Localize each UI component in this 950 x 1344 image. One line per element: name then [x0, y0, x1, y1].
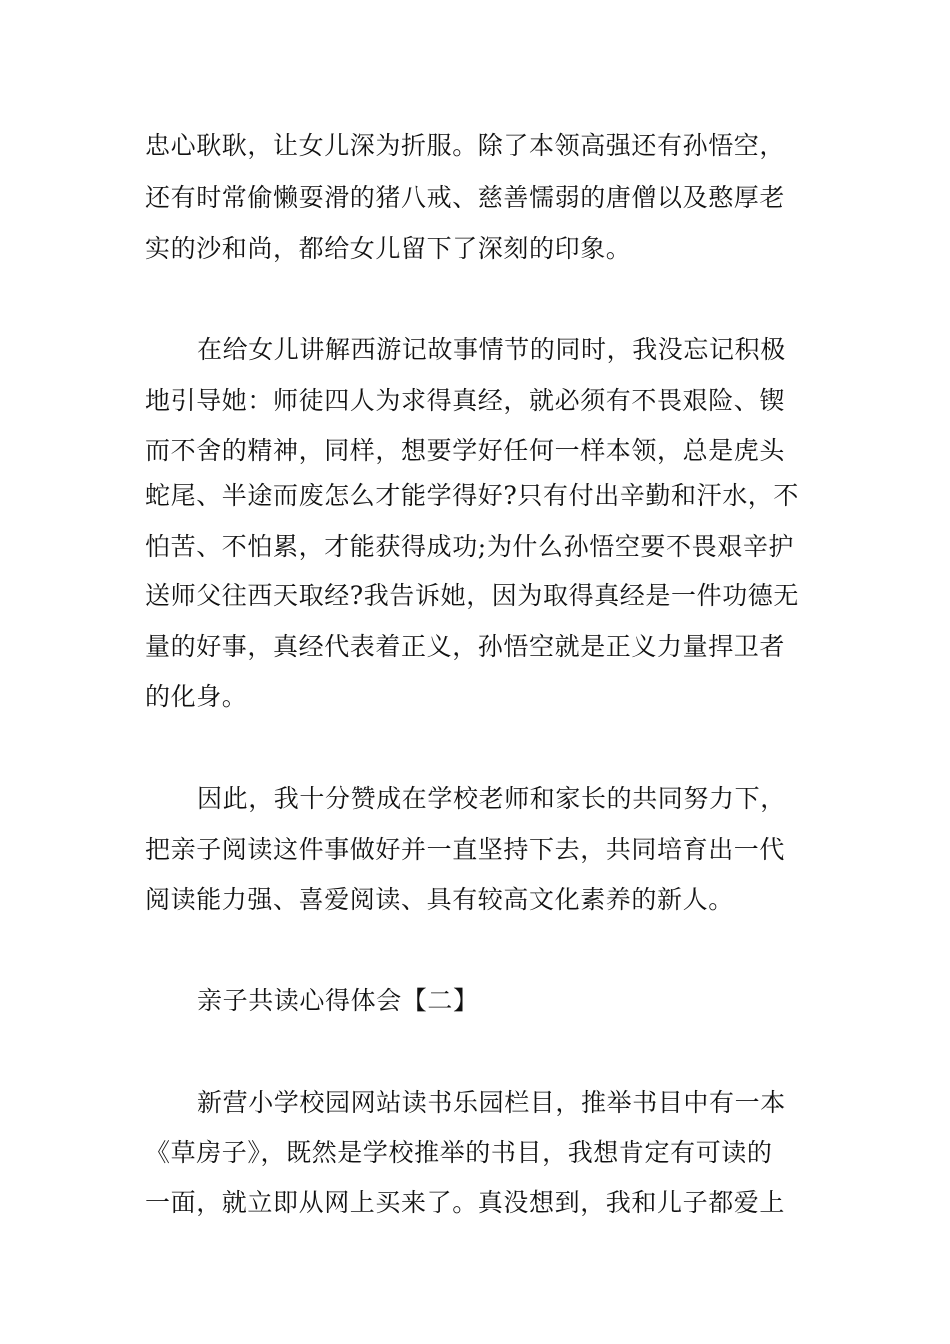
- paragraph-2-line-6: 送师父往西天取经?我告诉她，因为取得真经是一件功德无: [145, 581, 800, 610]
- paragraph-2-line-3: 而不舍的精神，同样，想要学好任何一样本领，总是虎头: [145, 436, 786, 465]
- paragraph-4-line-2: 《草房子》，既然是学校推举的书目，我想肯定有可读的: [145, 1138, 773, 1167]
- paragraph-1-line-2: 还有时常偷懒耍滑的猪八戒、慈善懦弱的唐僧以及憨厚老: [145, 183, 786, 212]
- paragraph-2-line-5: 怕苦、不怕累，才能获得成功;为什么孙悟空要不畏艰辛护: [145, 532, 795, 561]
- paragraph-3-line-1: 因此，我十分赞成在学校老师和家长的共同努力下，: [197, 784, 786, 813]
- paragraph-1-line-3: 实的沙和尚，都给女儿留下了深刻的印象。: [145, 234, 632, 263]
- paragraph-2-line-1: 在给女儿讲解西游记故事情节的同时，我没忘记积极: [197, 335, 786, 364]
- paragraph-2-line-4: 蛇尾、半途而废怎么才能学得好?只有付出辛勤和汗水，不: [145, 481, 800, 510]
- section-heading: 亲子共读心得体会【二】: [197, 986, 479, 1015]
- paragraph-4-line-3: 一面，就立即从网上买来了。真没想到，我和儿子都爱上: [145, 1188, 786, 1217]
- paragraph-2-line-2: 地引导她：师徒四人为求得真经，就必须有不畏艰险、锲: [145, 386, 786, 415]
- paragraph-2-line-7: 量的好事，真经代表着正义，孙悟空就是正义力量捍卫者: [145, 632, 786, 661]
- paragraph-2-line-8: 的化身。: [145, 682, 248, 711]
- paragraph-3-line-3: 阅读能力强、喜爱阅读、具有较高文化素养的新人。: [145, 885, 734, 914]
- paragraph-4-line-1: 新营小学校园网站读书乐园栏目，推举书目中有一本: [197, 1088, 786, 1117]
- paragraph-1-line-1: 忠心耿耿，让女儿深为折服。除了本领高强还有孙悟空，: [145, 131, 786, 160]
- paragraph-3-line-2: 把亲子阅读这件事做好并一直坚持下去，共同培育出一代: [145, 835, 786, 864]
